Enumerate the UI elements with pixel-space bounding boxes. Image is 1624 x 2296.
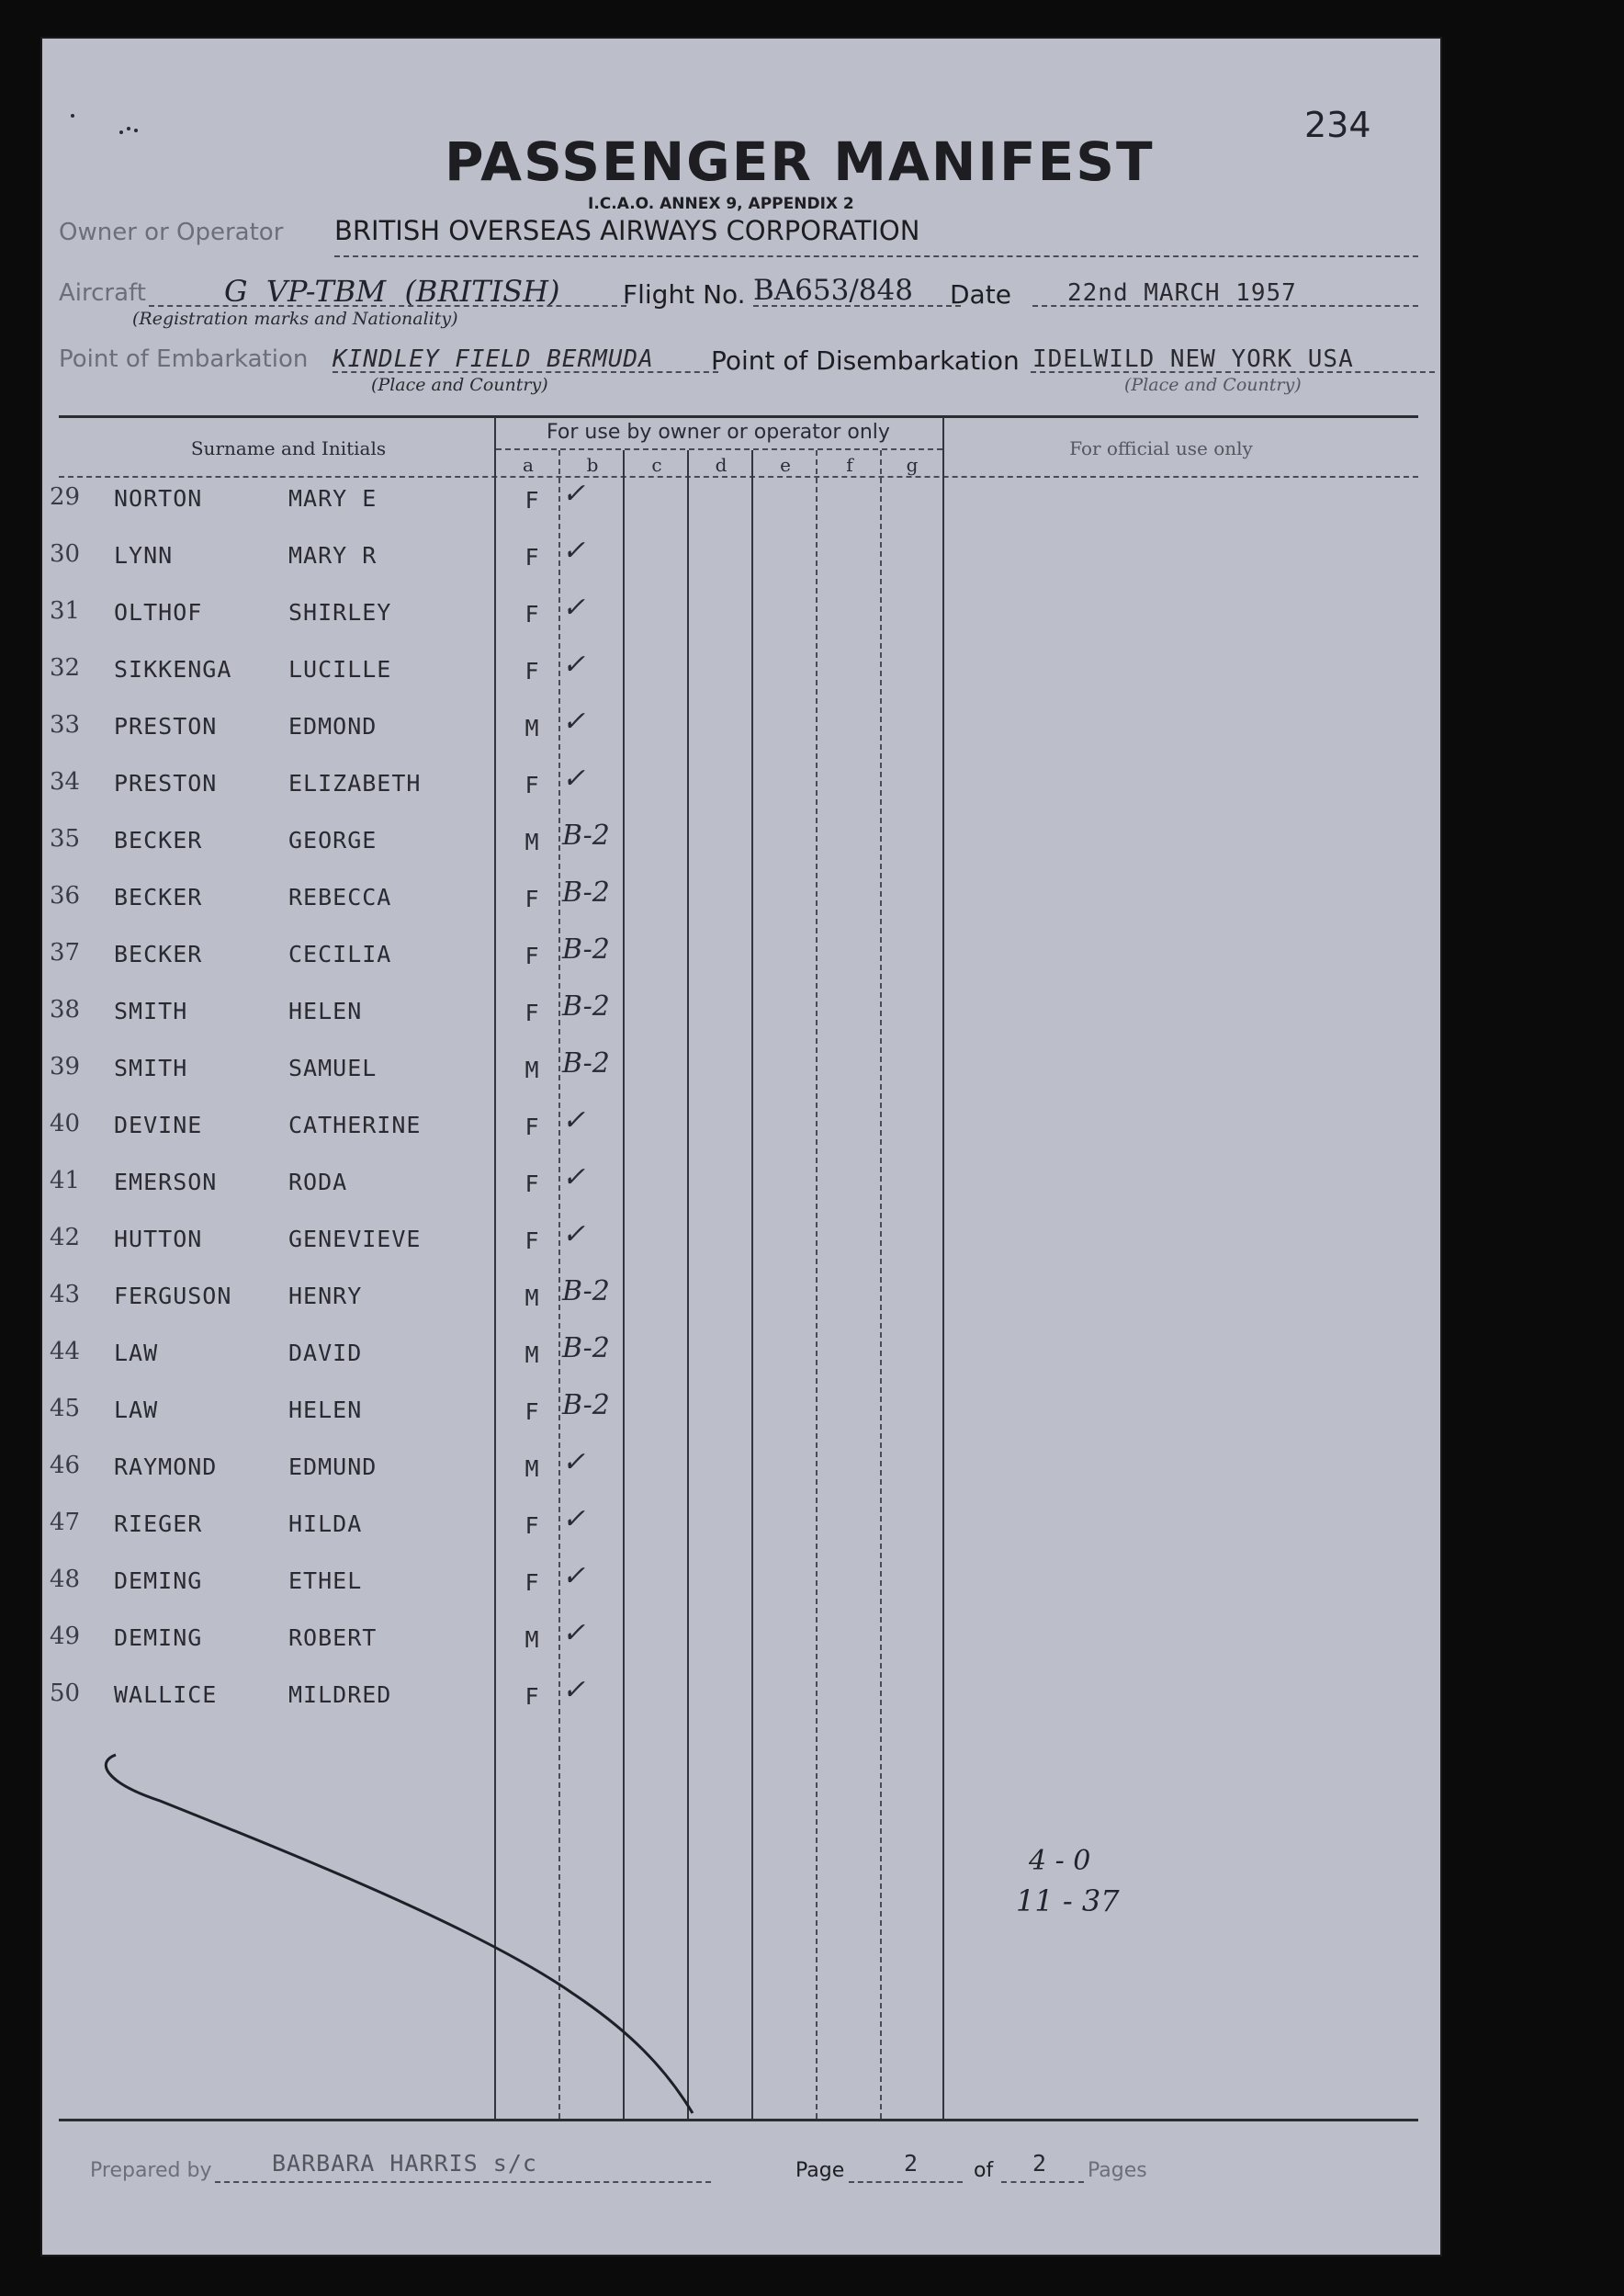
row-surname: FERGUSON: [114, 1283, 232, 1309]
row-surname: NORTON: [114, 485, 203, 512]
row-initials: DAVID: [288, 1340, 363, 1366]
disembark-value: IDELWILD NEW YORK USA: [1032, 345, 1354, 373]
operator-header-rule: [496, 448, 942, 450]
row-sex: F: [524, 487, 539, 514]
row-initials: CATHERINE: [288, 1112, 422, 1138]
flight-underline: [753, 305, 961, 307]
row-number: 35: [50, 825, 81, 853]
table-row: [40, 1674, 1442, 1729]
col-d-header: d: [715, 454, 727, 476]
row-surname: PRESTON: [114, 770, 218, 797]
page-underline: [849, 2181, 963, 2183]
row-number: 47: [50, 1509, 81, 1536]
date-underline: [1032, 305, 1418, 307]
page-subtitle: I.C.A.O. ANNEX 9, APPENDIX 2: [588, 195, 854, 213]
row-sex: F: [524, 886, 539, 912]
row-initials: GEORGE: [288, 827, 378, 854]
table-row: [40, 1218, 1442, 1273]
stray-marks: [68, 110, 141, 138]
row-initials: EDMUND: [288, 1453, 378, 1480]
row-number: 48: [50, 1566, 81, 1593]
row-surname: BECKER: [114, 884, 203, 910]
row-mark-b: ✓: [562, 1218, 586, 1250]
row-initials: CECILIA: [288, 941, 392, 967]
row-number: 50: [50, 1680, 81, 1707]
row-initials: HENRY: [288, 1283, 363, 1309]
tally-line-2: 11 - 37: [1016, 1883, 1120, 1918]
row-number: 30: [50, 540, 81, 568]
row-mark-b: ✓: [562, 1446, 586, 1478]
row-mark-b: ✓: [562, 478, 586, 510]
row-initials: ETHEL: [288, 1567, 363, 1594]
row-sex: M: [524, 715, 539, 741]
row-sex: M: [524, 1626, 539, 1653]
table-row: [40, 1047, 1442, 1103]
row-sex: M: [524, 1341, 539, 1368]
table-row: [40, 933, 1442, 989]
row-sex: F: [524, 1512, 539, 1539]
row-initials: ROBERT: [288, 1624, 378, 1651]
row-sex: M: [524, 829, 539, 855]
row-sex: F: [524, 1171, 539, 1197]
row-mark-b: ✓: [562, 1674, 586, 1706]
row-surname: LAW: [114, 1397, 159, 1423]
row-initials: SAMUEL: [288, 1055, 378, 1081]
flight-value: BA653/848: [753, 274, 913, 307]
row-sex: F: [524, 544, 539, 571]
owner-label: Owner or Operator: [59, 219, 284, 246]
row-surname: BECKER: [114, 827, 203, 854]
embark-value: KINDLEY FIELD BERMUDA: [333, 345, 654, 373]
row-mark-b: B-2: [562, 820, 610, 852]
row-mark-b: B-2: [562, 1275, 610, 1307]
row-initials: HELEN: [288, 998, 363, 1024]
table-row: [40, 1503, 1442, 1558]
col-b-header: b: [586, 454, 599, 476]
embark-note: (Place and Country): [371, 375, 548, 395]
row-sex: F: [524, 943, 539, 969]
row-mark-b: ✓: [562, 592, 586, 624]
row-initials: HILDA: [288, 1510, 363, 1537]
row-mark-b: B-2: [562, 933, 610, 966]
row-mark-b: ✓: [562, 706, 586, 738]
row-mark-b: ✓: [562, 1560, 586, 1592]
of-label: of: [974, 2159, 994, 2182]
row-sex: F: [524, 1569, 539, 1596]
row-surname: RAYMOND: [114, 1453, 218, 1480]
disembark-note: (Place and Country): [1124, 375, 1302, 395]
table-bottom-rule: [59, 2119, 1418, 2121]
row-initials: LUCILLE: [288, 656, 392, 683]
row-mark-b: B-2: [562, 1047, 610, 1080]
row-surname: DEMING: [114, 1624, 203, 1651]
row-sex: F: [524, 772, 539, 798]
aircraft-label: Aircraft: [59, 279, 146, 307]
row-number: 45: [50, 1395, 81, 1422]
row-sex: F: [524, 1398, 539, 1425]
page-title: PASSENGER MANIFEST: [445, 130, 1155, 193]
page-number: 234: [1304, 105, 1371, 145]
aircraft-value: G VP-TBM (BRITISH): [224, 274, 560, 309]
col-f-header: f: [846, 454, 853, 476]
row-sex: M: [524, 1057, 539, 1083]
row-number: 41: [50, 1167, 81, 1194]
row-surname: EMERSON: [114, 1169, 218, 1195]
col-e-header: e: [780, 454, 791, 476]
row-surname: BECKER: [114, 941, 203, 967]
row-surname: RIEGER: [114, 1510, 203, 1537]
row-number: 43: [50, 1281, 81, 1308]
row-sex: F: [524, 1227, 539, 1254]
row-number: 49: [50, 1623, 81, 1650]
flight-label: Flight No.: [623, 279, 746, 310]
col-c-header: c: [651, 454, 662, 476]
row-mark-b: ✓: [562, 1617, 586, 1649]
table-row: [40, 877, 1442, 932]
row-sex: F: [524, 658, 539, 684]
row-initials: MARY R: [288, 542, 378, 569]
table-row: [40, 1389, 1442, 1444]
row-number: 46: [50, 1452, 81, 1479]
table-row: [40, 1104, 1442, 1159]
page-label: Page: [795, 2159, 845, 2182]
official-header: For official use only: [1069, 437, 1253, 459]
row-mark-b: B-2: [562, 1332, 610, 1364]
owner-value: BRITISH OVERSEAS AIRWAYS CORPORATION: [334, 215, 920, 246]
prepared-underline: [215, 2181, 711, 2183]
row-surname: HUTTON: [114, 1226, 203, 1252]
row-number: 40: [50, 1110, 81, 1137]
disembark-underline: [1031, 371, 1435, 373]
tally-line-1: 4 - 0: [1029, 1845, 1091, 1877]
row-number: 34: [50, 768, 81, 796]
prepared-value: BARBARA HARRIS s/c: [272, 2150, 537, 2177]
col-a-header: a: [523, 454, 534, 476]
row-number: 37: [50, 939, 81, 967]
table-row: [40, 990, 1442, 1046]
disembark-label: Point of Disembarkation: [711, 345, 1020, 376]
embark-label: Point of Embarkation: [59, 345, 309, 373]
row-surname: OLTHOF: [114, 599, 203, 626]
row-number: 44: [50, 1338, 81, 1365]
row-initials: MILDRED: [288, 1681, 392, 1708]
row-surname: WALLICE: [114, 1681, 218, 1708]
row-initials: ELIZABETH: [288, 770, 422, 797]
col-g-header: g: [906, 454, 919, 476]
row-number: 36: [50, 882, 81, 910]
cancel-stroke: [96, 1746, 757, 2132]
row-number: 32: [50, 654, 81, 682]
prepared-label: Prepared by: [90, 2159, 212, 2182]
row-surname: SMITH: [114, 998, 188, 1024]
row-initials: REBECCA: [288, 884, 392, 910]
row-mark-b: B-2: [562, 877, 610, 909]
row-sex: M: [524, 1455, 539, 1482]
row-mark-b: ✓: [562, 649, 586, 681]
owner-underline: [334, 255, 1418, 257]
row-sex: F: [524, 601, 539, 628]
row-sex: M: [524, 1284, 539, 1311]
row-number: 39: [50, 1053, 81, 1080]
row-surname: SMITH: [114, 1055, 188, 1081]
row-initials: RODA: [288, 1169, 348, 1195]
date-label: Date: [950, 279, 1011, 310]
table-row: [40, 535, 1442, 590]
row-sex: F: [524, 1683, 539, 1710]
row-number: 38: [50, 996, 81, 1024]
embark-underline: [333, 371, 718, 373]
of-underline: [1001, 2181, 1084, 2183]
table-top-rule: [59, 415, 1418, 418]
aircraft-underline: [149, 305, 626, 307]
row-initials: HELEN: [288, 1397, 363, 1423]
row-sex: F: [524, 1114, 539, 1140]
pages-label: Pages: [1088, 2159, 1147, 2182]
operator-header: For use by owner or operator only: [547, 421, 890, 444]
row-surname: DEMING: [114, 1567, 203, 1594]
row-surname: LYNN: [114, 542, 174, 569]
table-row: [40, 649, 1442, 704]
row-number: 29: [50, 483, 81, 511]
date-value: 22nd MARCH 1957: [1067, 279, 1297, 307]
table-row: [40, 1275, 1442, 1330]
row-mark-b: B-2: [562, 1389, 610, 1421]
table-row: [40, 1332, 1442, 1387]
row-number: 31: [50, 597, 81, 625]
aircraft-note: (Registration marks and Nationality): [132, 309, 458, 329]
row-surname: PRESTON: [114, 713, 218, 740]
table-row: [40, 592, 1442, 647]
row-mark-b: ✓: [562, 1161, 586, 1193]
row-initials: MARY E: [288, 485, 378, 512]
row-mark-b: ✓: [562, 763, 586, 795]
table-row: [40, 1446, 1442, 1501]
surname-header: Surname and Initials: [190, 437, 387, 459]
row-initials: SHIRLEY: [288, 599, 392, 626]
row-mark-b: B-2: [562, 990, 610, 1023]
row-sex: F: [524, 1000, 539, 1026]
page-value: 2: [904, 2150, 919, 2177]
table-row: [40, 820, 1442, 875]
row-mark-b: ✓: [562, 1503, 586, 1535]
row-number: 33: [50, 711, 81, 739]
table-row: [40, 763, 1442, 818]
row-surname: DEVINE: [114, 1112, 203, 1138]
table-row: [40, 1617, 1442, 1672]
manifest-sheet: [40, 37, 1442, 2256]
row-initials: GENEVIEVE: [288, 1226, 422, 1252]
row-mark-b: ✓: [562, 1104, 586, 1137]
row-number: 42: [50, 1224, 81, 1251]
table-row: [40, 1161, 1442, 1216]
of-value: 2: [1032, 2150, 1048, 2177]
row-surname: LAW: [114, 1340, 159, 1366]
row-mark-b: ✓: [562, 535, 586, 567]
table-row: [40, 478, 1442, 533]
row-surname: SIKKENGA: [114, 656, 232, 683]
row-initials: EDMOND: [288, 713, 378, 740]
table-row: [40, 1560, 1442, 1615]
table-row: [40, 706, 1442, 761]
